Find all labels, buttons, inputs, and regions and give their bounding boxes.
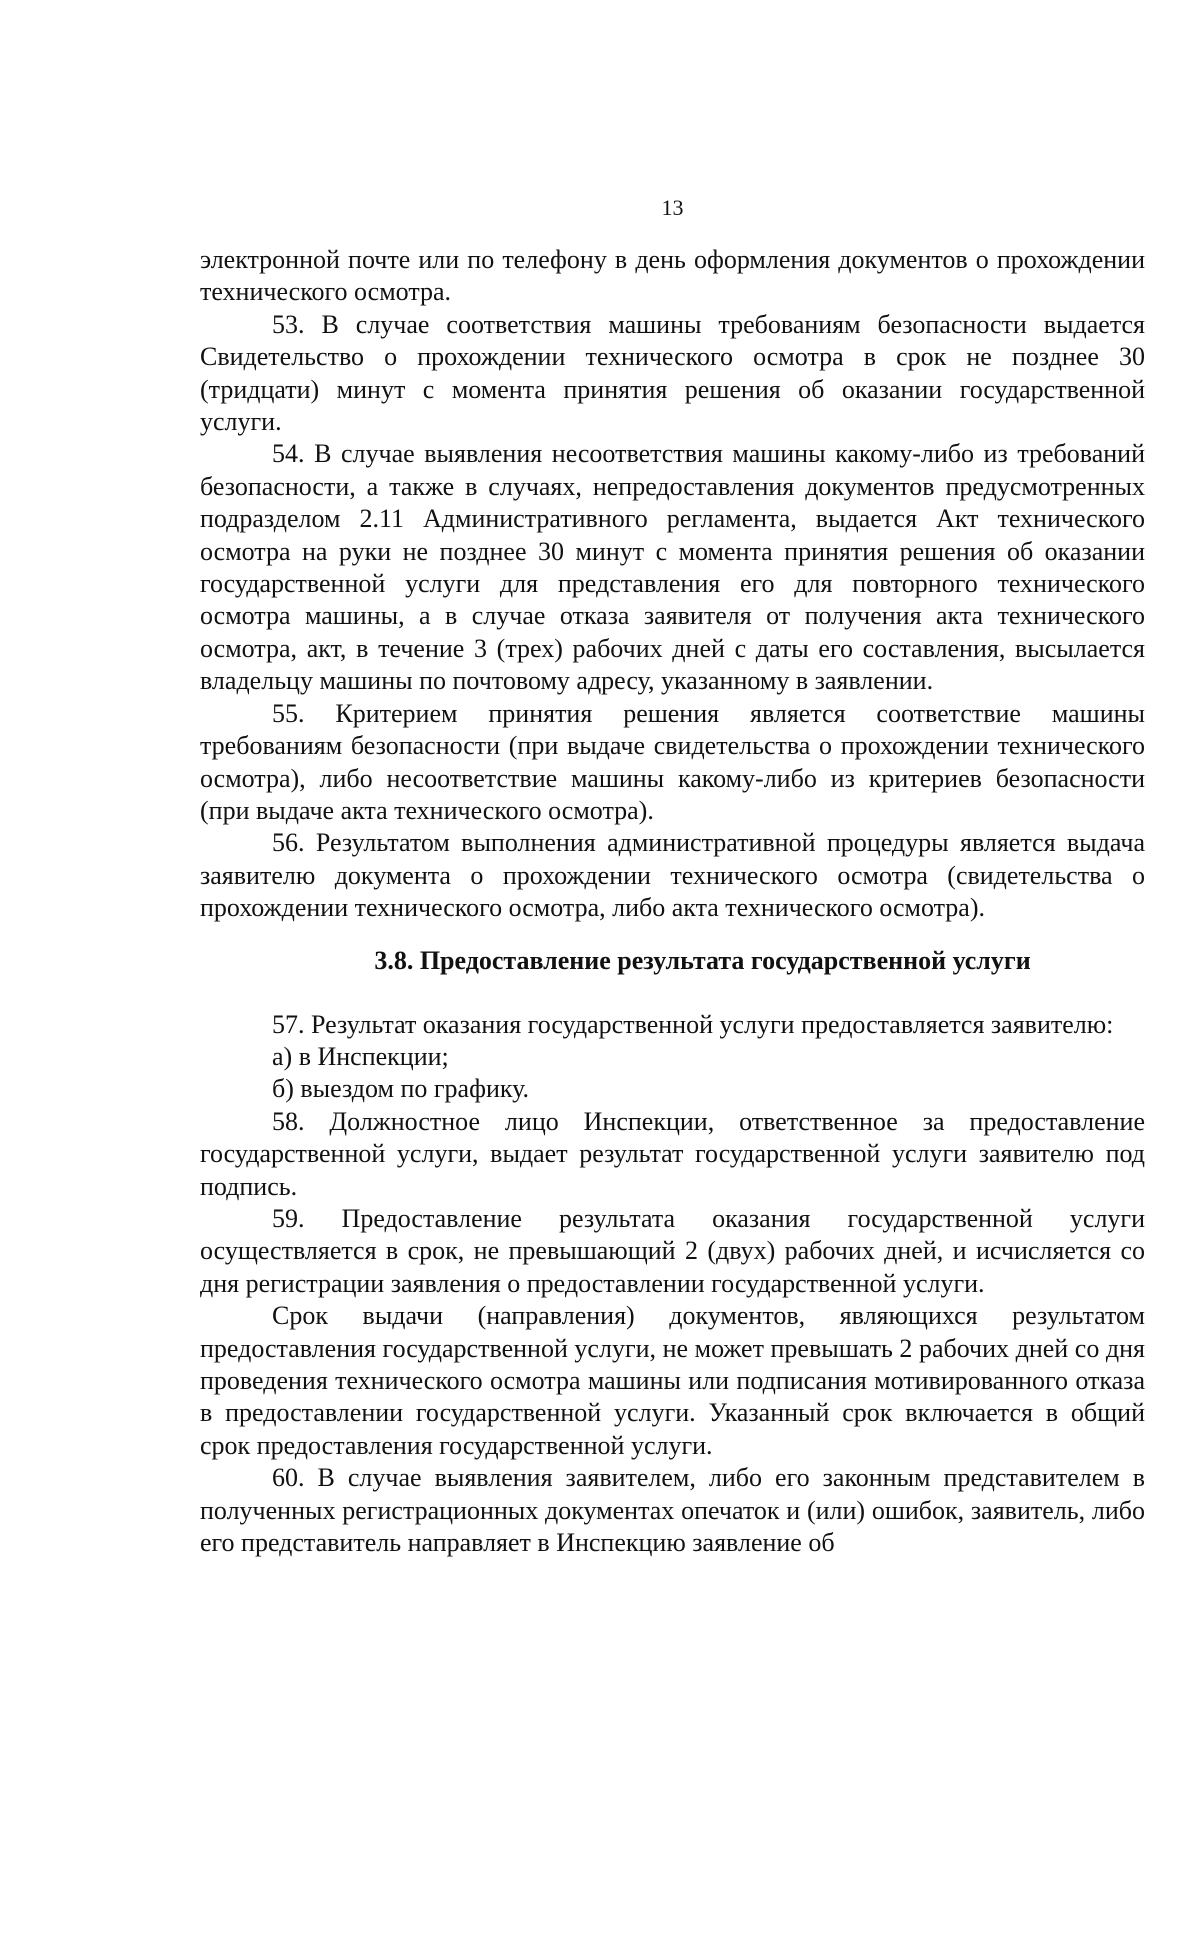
list-item-b: б) выездом по графику. xyxy=(272,1074,530,1104)
document-body xyxy=(200,244,1145,1559)
section-heading: 3.8. Предоставление результата государственной услуги xyxy=(374,945,1031,975)
paragraph-59: 59. Предоставление результата оказания государственной услуги осуществляется в срок, не превышающий 2 (двух) рабочих дней, и исчисляется со дня регистрации заявления о предоставлении государственной услуги. xyxy=(200,1203,1145,1298)
paragraph-deadline: Срок выдачи (направления) документов, являющихся результатом предоставления государственной услуги, не может превышать 2 рабочих дней со дня проведения технического осмотра машины или подписания мотивированного отказа в предоставлении государственной услуги. Указанный срок включается в общий срок предоставления государственной услуги. xyxy=(200,1301,1145,1460)
paragraph-54: 54. В случае выявления несоответствия машины какому-либо из требований безопасности, а также в случаях, непредоставления документов предусмотренных подразделом 2.11 Административного регламента, выдается Акт технического осмотра на руки не позднее 30 минут с момента принятия решения об оказании государственной услуги для представления его для повторного технического осмотра машины, а в случае отказа заявителя от получения акта технического осмотра, акт, в течение 3 (трех) рабочих дней с даты его составления, высылается владельцу машины по почтовому адресу, указанному в заявлении. xyxy=(200,439,1145,696)
list-item-a: а) в Инспекции; xyxy=(272,1041,449,1071)
paragraph-53: 53. В случае соответствия машины требованиям безопасности выдается Свидетельство о прохождении технического осмотра в срок не позднее 30 (тридцати) минут с момента принятия решения об оказании государственной услуги. xyxy=(200,309,1145,437)
paragraph-58: 58. Должностное лицо Инспекции, ответственное за предоставление государственной услуги, выдает результат государственной услуги заявителю под подпись. xyxy=(200,1106,1145,1201)
page-number: 13 xyxy=(661,195,684,220)
paragraph-continuation: электронной почте или по телефону в день оформления документов о прохождении технического осмотра. xyxy=(200,245,1145,307)
paragraph-55: 55. Критерием принятия решения является соответствие машины требованиям безопасности (при выдаче свидетельства о прохождении технического осмотра), либо несоответствие машины какому-либо из критериев безопасности (при выдаче акта технического осмотра). xyxy=(200,698,1145,825)
paragraph-56: 56. Результатом выполнения административной процедуры является выдача заявителю документа о прохождении технического осмотра (свидетельства о прохождении технического осмотра, либо акта технического осмотра). xyxy=(200,828,1145,923)
paragraph-60: 60. В случае выявления заявителем, либо его законным представителем в полученных регистрационных документах опечаток и (или) ошибок, заявитель, либо его представитель направляет в Инспекцию заявление об xyxy=(200,1463,1145,1558)
paragraph-57: 57. Результат оказания государственной услуги предоставляется заявителю: xyxy=(272,1009,1114,1039)
